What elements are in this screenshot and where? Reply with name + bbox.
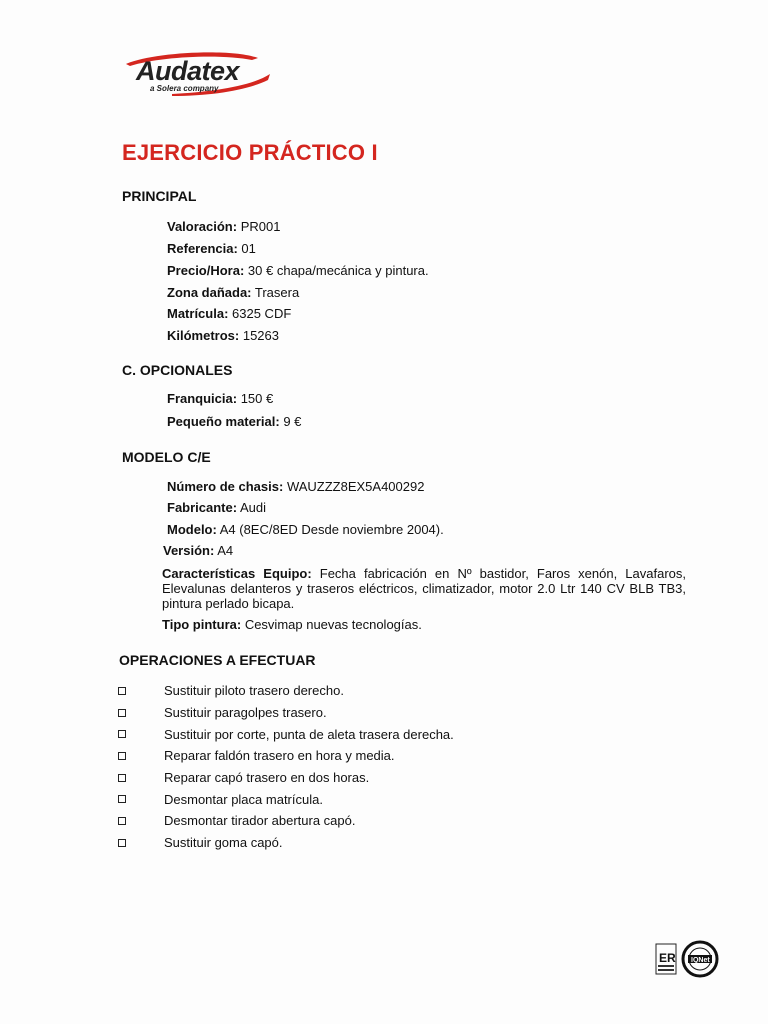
field-matricula: Matrícula: 6325 CDF (167, 306, 292, 321)
list-item: Reparar faldón trasero en hora y media. (116, 745, 454, 767)
certification-seal-icon (654, 938, 720, 982)
checkbox-icon (118, 774, 126, 782)
field-modelo: Modelo: A4 (8EC/8ED Desde noviembre 2004). (167, 522, 444, 537)
svg-text:ER: ER (659, 951, 676, 965)
list-item: Sustituir goma capó. (116, 832, 454, 854)
checkbox-icon (118, 817, 126, 825)
field-numero-chasis: Número de chasis: WAUZZZ8EX5A400292 (167, 479, 425, 494)
field-tipo-pintura: Tipo pintura: Cesvimap nuevas tecnologías. (162, 617, 422, 632)
section-heading-principal: PRINCIPAL (122, 188, 197, 204)
operations-list (116, 680, 454, 854)
field-precio-hora: Precio/Hora: 30 € chapa/mecánica y pintura. (167, 263, 429, 278)
list-item: Sustituir por corte, punta de aleta trasera derecha. (116, 723, 454, 745)
svg-text:IQNet: IQNet (691, 957, 710, 964)
list-item: Sustituir piloto trasero derecho. (116, 680, 454, 702)
section-heading-modelo: MODELO C/E (122, 449, 211, 465)
list-item: Reparar capó trasero en dos horas. (116, 767, 454, 789)
list-item: Desmontar placa matrícula. (116, 788, 454, 810)
field-franquicia: Franquicia: 150 € (167, 391, 274, 406)
checkbox-icon (118, 730, 126, 738)
audatex-logo (112, 50, 282, 100)
page-title: EJERCICIO PRÁCTICO I (122, 140, 378, 165)
logo-name: Audatex (136, 56, 240, 86)
checkbox-icon (118, 752, 126, 760)
section-heading-opcionales: C. OPCIONALES (122, 362, 233, 378)
field-valoracion: Valoración: PR001 (167, 219, 281, 234)
field-fabricante: Fabricante: Audi (167, 500, 266, 515)
field-referencia: Referencia: 01 (167, 241, 256, 256)
field-caracteristicas-equipo: Características Equipo: Fecha fabricación en Nº bastidor, Faros xenón, Lavafaros, Elevalunas delanteros y traseros eléctricos, climatizador, motor 2.0 Ltr 140 CV BLB TB3, pintura perlado bicapa. (162, 566, 686, 611)
checkbox-icon (118, 839, 126, 847)
section-heading-operaciones: OPERACIONES A EFECTUAR (119, 652, 316, 668)
list-item: Desmontar tirador abertura capó. (116, 810, 454, 832)
list-item: Sustituir paragolpes trasero. (116, 702, 454, 724)
field-zona-danada: Zona dañada: Trasera (167, 285, 300, 300)
logo-tagline: a Solera company (150, 84, 219, 93)
certification-marks (654, 938, 720, 982)
checkbox-icon (118, 795, 126, 803)
field-version: Versión: A4 (163, 543, 234, 558)
field-kilometros: Kilómetros: 15263 (167, 328, 279, 343)
checkbox-icon (118, 687, 126, 695)
field-pequeno-material: Pequeño material: 9 € (167, 414, 302, 429)
checkbox-icon (118, 709, 126, 717)
